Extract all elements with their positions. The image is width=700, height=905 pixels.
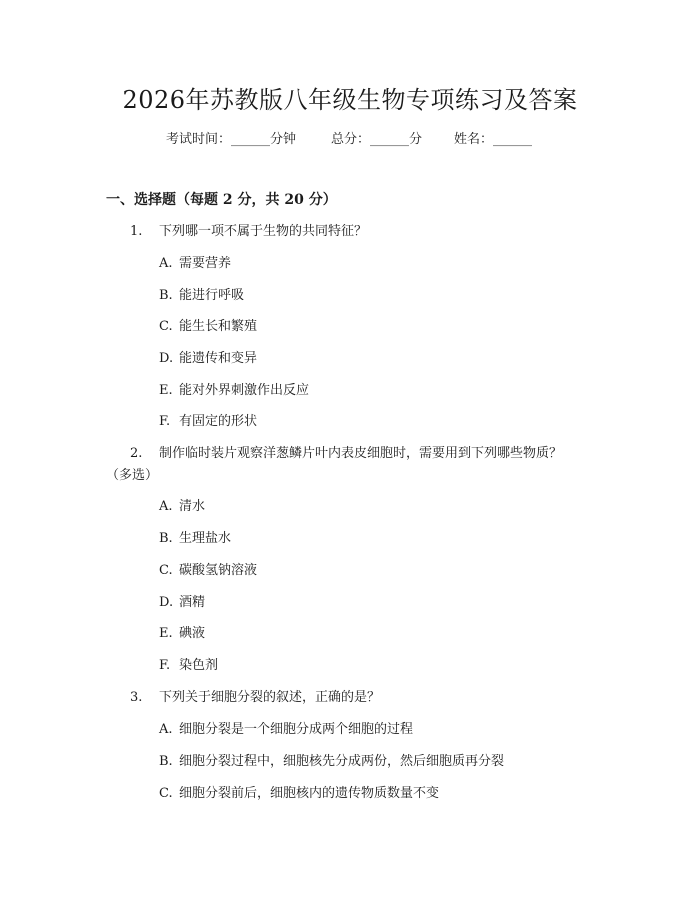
question-number: 1. (130, 224, 143, 239)
option-text: 染色剂 (179, 658, 219, 673)
option-text: 能生长和繁殖 (179, 319, 258, 334)
option-letter: C. (159, 786, 173, 801)
exam-time-field: 考试时间：______分钟 (166, 132, 297, 147)
option-letter: D. (159, 595, 174, 610)
question-text: 制作临时装片观察洋葱鳞片叶内表皮细胞时，需要用到下列哪些物质？ (159, 446, 563, 461)
option-letter: E. (159, 626, 173, 641)
option-text: 能对外界刺激作出反应 (179, 383, 310, 398)
option-text: 酒精 (179, 595, 206, 610)
document-title: 2026年苏教版八年级生物专项练习及答案 (122, 86, 578, 114)
option-letter: A. (159, 256, 173, 271)
question-text: 下列哪一项不属于生物的共同特征？ (159, 224, 368, 239)
option-text: 能遗传和变异 (179, 351, 258, 366)
student-name-field: 姓名：______ (454, 132, 533, 147)
option-letter: A. (159, 722, 173, 737)
option-text: 碳酸氢钠溶液 (179, 563, 258, 578)
total-score-field: 总分：______分 (331, 132, 423, 147)
question-number: 2. (130, 446, 143, 461)
option-text: 能进行呼吸 (179, 288, 245, 303)
option-text: 清水 (179, 499, 206, 514)
option-letter: C. (159, 563, 173, 578)
option-text: 细胞分裂是一个细胞分成两个细胞的过程 (179, 722, 414, 737)
option-text: 生理盐水 (179, 531, 232, 546)
option-letter: B. (159, 531, 173, 546)
question-continuation: （多选） (106, 468, 159, 483)
option-text: 碘液 (179, 626, 206, 641)
option-text: 有固定的形状 (179, 414, 258, 429)
question-number: 3. (130, 690, 143, 705)
option-text: 细胞分裂前后，细胞核内的遗传物质数量不变 (179, 786, 440, 801)
section-heading: 一、选择题（每题 2 分，共 20 分） (106, 192, 337, 208)
option-letter: D. (159, 351, 174, 366)
option-text: 需要营养 (179, 256, 232, 271)
option-letter: C. (159, 319, 173, 334)
question-text: 下列关于细胞分裂的叙述，正确的是？ (159, 690, 381, 705)
option-letter: F. (159, 658, 171, 673)
option-letter: B. (159, 288, 173, 303)
option-letter: A. (159, 499, 173, 514)
option-letter: F. (159, 414, 171, 429)
option-letter: E. (159, 383, 173, 398)
option-text: 细胞分裂过程中，细胞核先分成两份，然后细胞质再分裂 (179, 754, 505, 769)
option-letter: B. (159, 754, 173, 769)
